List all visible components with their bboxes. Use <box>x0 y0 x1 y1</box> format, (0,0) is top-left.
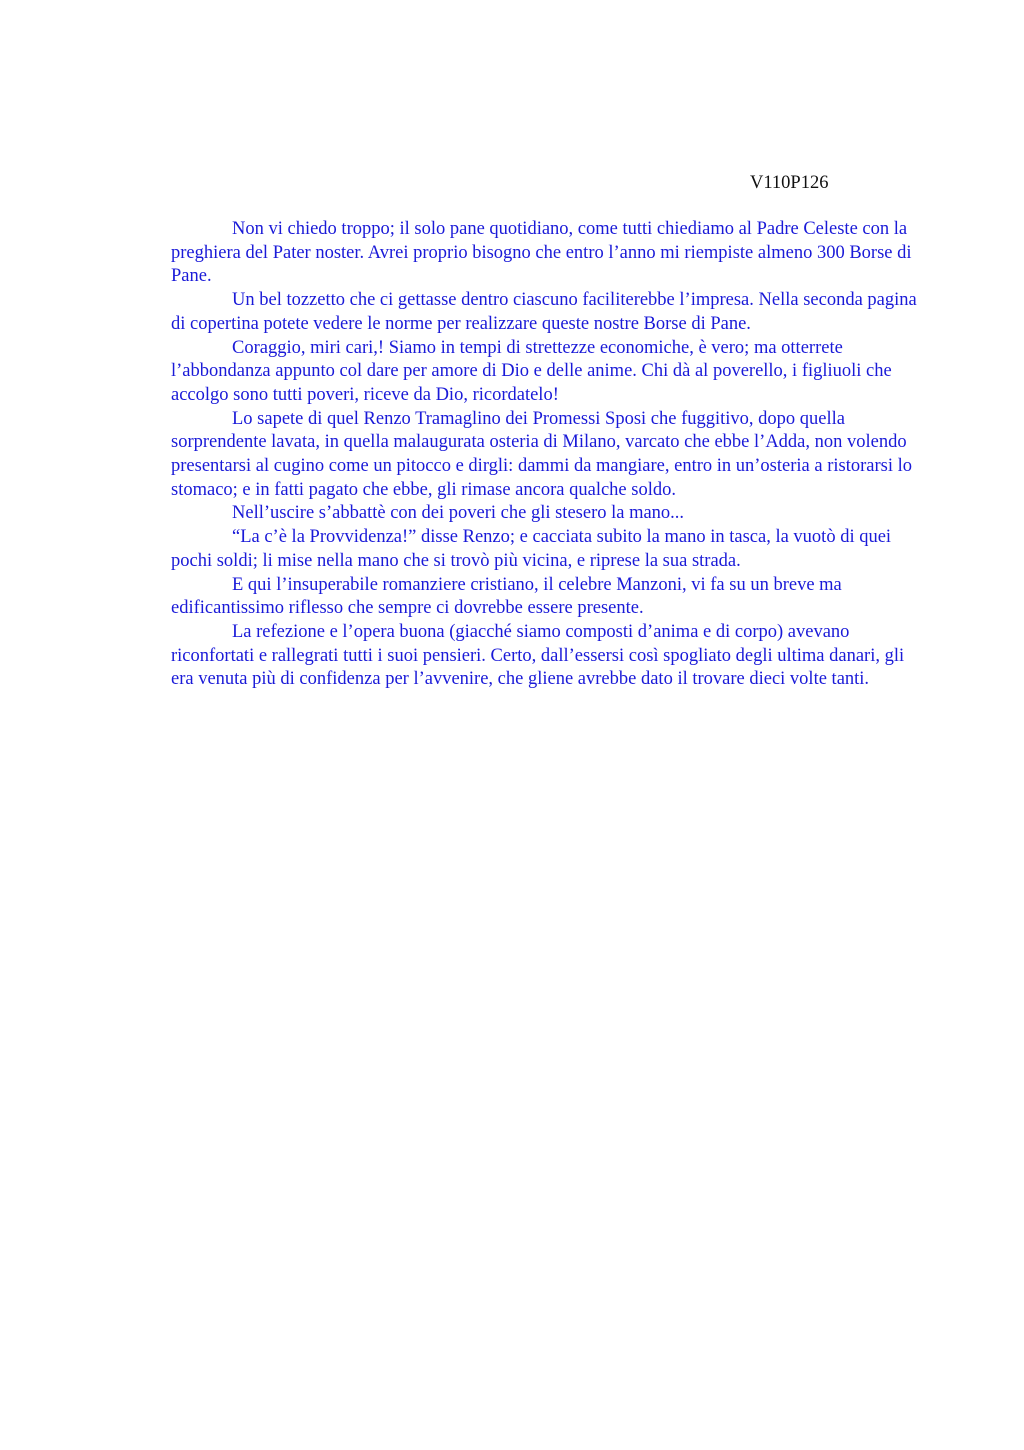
paragraph: “La c’è la Provvidenza!” disse Renzo; e cacciata subito la mano in tasca, la vuotò di quei pochi soldi; li mise nella mano che si trovò più vicina, e riprese la sua strada. <box>171 527 892 571</box>
paragraph: Nell’uscire s’abbattè con dei poveri che gli stesero la mano... <box>232 503 685 524</box>
paragraph: E qui l’insuperabile romanziere cristiano, il celebre Manzoni, vi fa su un breve ma edificantissimo riflesso che sempre ci dovrebbe essere presente. <box>171 574 842 619</box>
paragraph: La refezione e l’opera buona (giacché siamo composti d’anima e di corpo) avevano riconfortati e rallegrati tutti i suoi pensieri. Certo, dall’essersi così spogliato degli ultima danari, gli era venuta più di confidenza per l’avvenire, che gliene avrebbe dato il trovare dieci volte tanti. <box>171 621 905 690</box>
paragraph: Non vi chiedo troppo; il solo pane quotidiano, come tutti chiediamo al Padre Celeste con la preghiera del Pater noster. Avrei proprio bisogno che entro l’anno mi riempiste almeno 300 Borse di Pane. <box>171 219 912 287</box>
page-identifier: V110P126 <box>750 173 829 193</box>
paragraph: Coraggio, miri cari,! Siamo in tempi di strettezze economiche, è vero; ma otterrete l’abbondanza appunto col dare per amore di Dio e delle anime. Chi dà al poverello, i figliuoli che accolgo sono tutti poveri, riceve da Dio, ricordatelo! <box>171 337 892 405</box>
body-text <box>171 218 931 692</box>
paragraph: Lo sapete di quel Renzo Tramaglino dei Promessi Sposi che fuggitivo, dopo quella sorprendente lavata, in quella malaugurata osteria di Milano, varcato che ebbe l’Adda, non volendo presentarsi al cugino come un pitocco e dirgli: dammi da mangiare, entro in un’osteria a ristorarsi lo stomaco; e in fatti pagato che ebbe, gli rimase ancora qualche soldo. <box>171 408 912 500</box>
paragraph: Un bel tozzetto che ci gettasse dentro ciascuno faciliterebbe l’impresa. Nella seconda pagina di copertina potete vedere le norme per realizzare queste nostre Borse di Pane. <box>171 290 917 334</box>
